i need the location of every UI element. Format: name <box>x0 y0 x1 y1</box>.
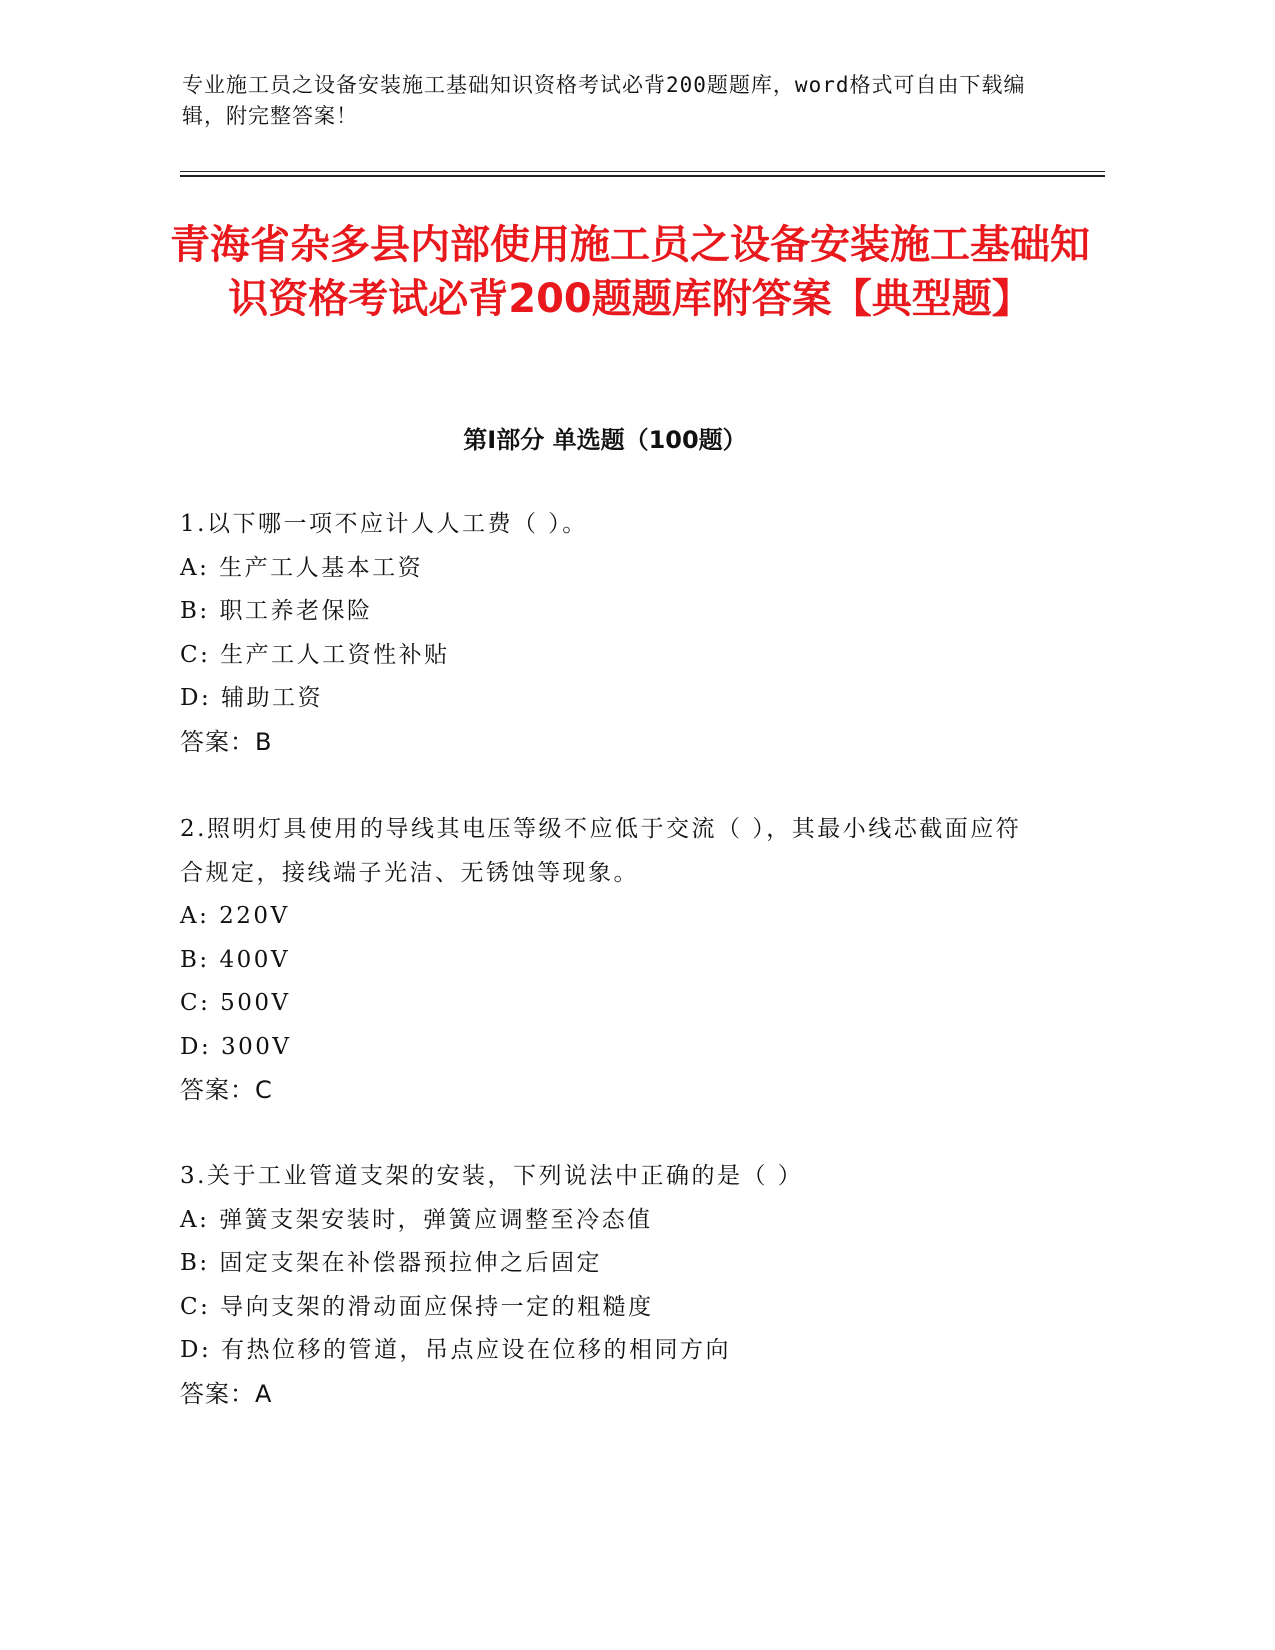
section-title: 第Ⅰ部分 单选题（100题） <box>463 426 747 454</box>
header-divider-thick <box>180 175 1105 177</box>
option-d: D: 300V <box>180 1033 292 1060</box>
question-1 <box>180 503 1030 764</box>
option-a: A: 弹簧支架安装时，弹簧应调整至冷态值 <box>180 1206 653 1233</box>
option-b: B: 职工养老保险 <box>180 598 373 624</box>
option-d: D: 辅助工资 <box>180 685 324 711</box>
option-c: C: 导向支架的滑动面应保持一定的粗糙度 <box>180 1293 654 1320</box>
question-stem: 1.以下哪一项不应计人人工费（ ）。 <box>180 511 588 537</box>
option-a: A: 220V <box>180 903 290 929</box>
option-d: D: 有热位移的管道，吊点应设在位移的相同方向 <box>180 1337 732 1363</box>
option-b: B: 固定支架在补偿器预拉伸之后固定 <box>180 1250 602 1276</box>
option-a: A: 生产工人基本工资 <box>180 554 424 581</box>
option-c: C: 500V <box>180 990 291 1016</box>
question-stem: 3.关于工业管道支架的安装，下列说法中正确的是（ ） <box>180 1163 804 1189</box>
question-3 <box>180 1155 1030 1416</box>
answer: 答案：C <box>180 1076 273 1104</box>
question-2 <box>180 808 1030 1113</box>
document-title: 青海省杂多县内部使用施工员之设备安装施工基础知识资格考试必背200题题库附答案【典型题】 <box>170 222 1090 322</box>
answer: 答案：A <box>180 1379 273 1408</box>
answer: 答案：B <box>180 727 273 756</box>
option-b: B: 400V <box>180 946 290 973</box>
option-c: C: 生产工人工资性补贴 <box>180 641 450 668</box>
question-stem: 2.照明灯具使用的导线其电压等级不应低于交流（ ），其最小线芯截面应符合规定，接线端子光洁、无锈蚀等现象。 <box>180 816 1022 886</box>
header-note: 专业施工员之设备安装施工基础知识资格考试必背200题题库，word格式可自由下载编辑，附完整答案！ <box>182 73 1026 128</box>
header-divider-thin <box>180 171 1105 172</box>
